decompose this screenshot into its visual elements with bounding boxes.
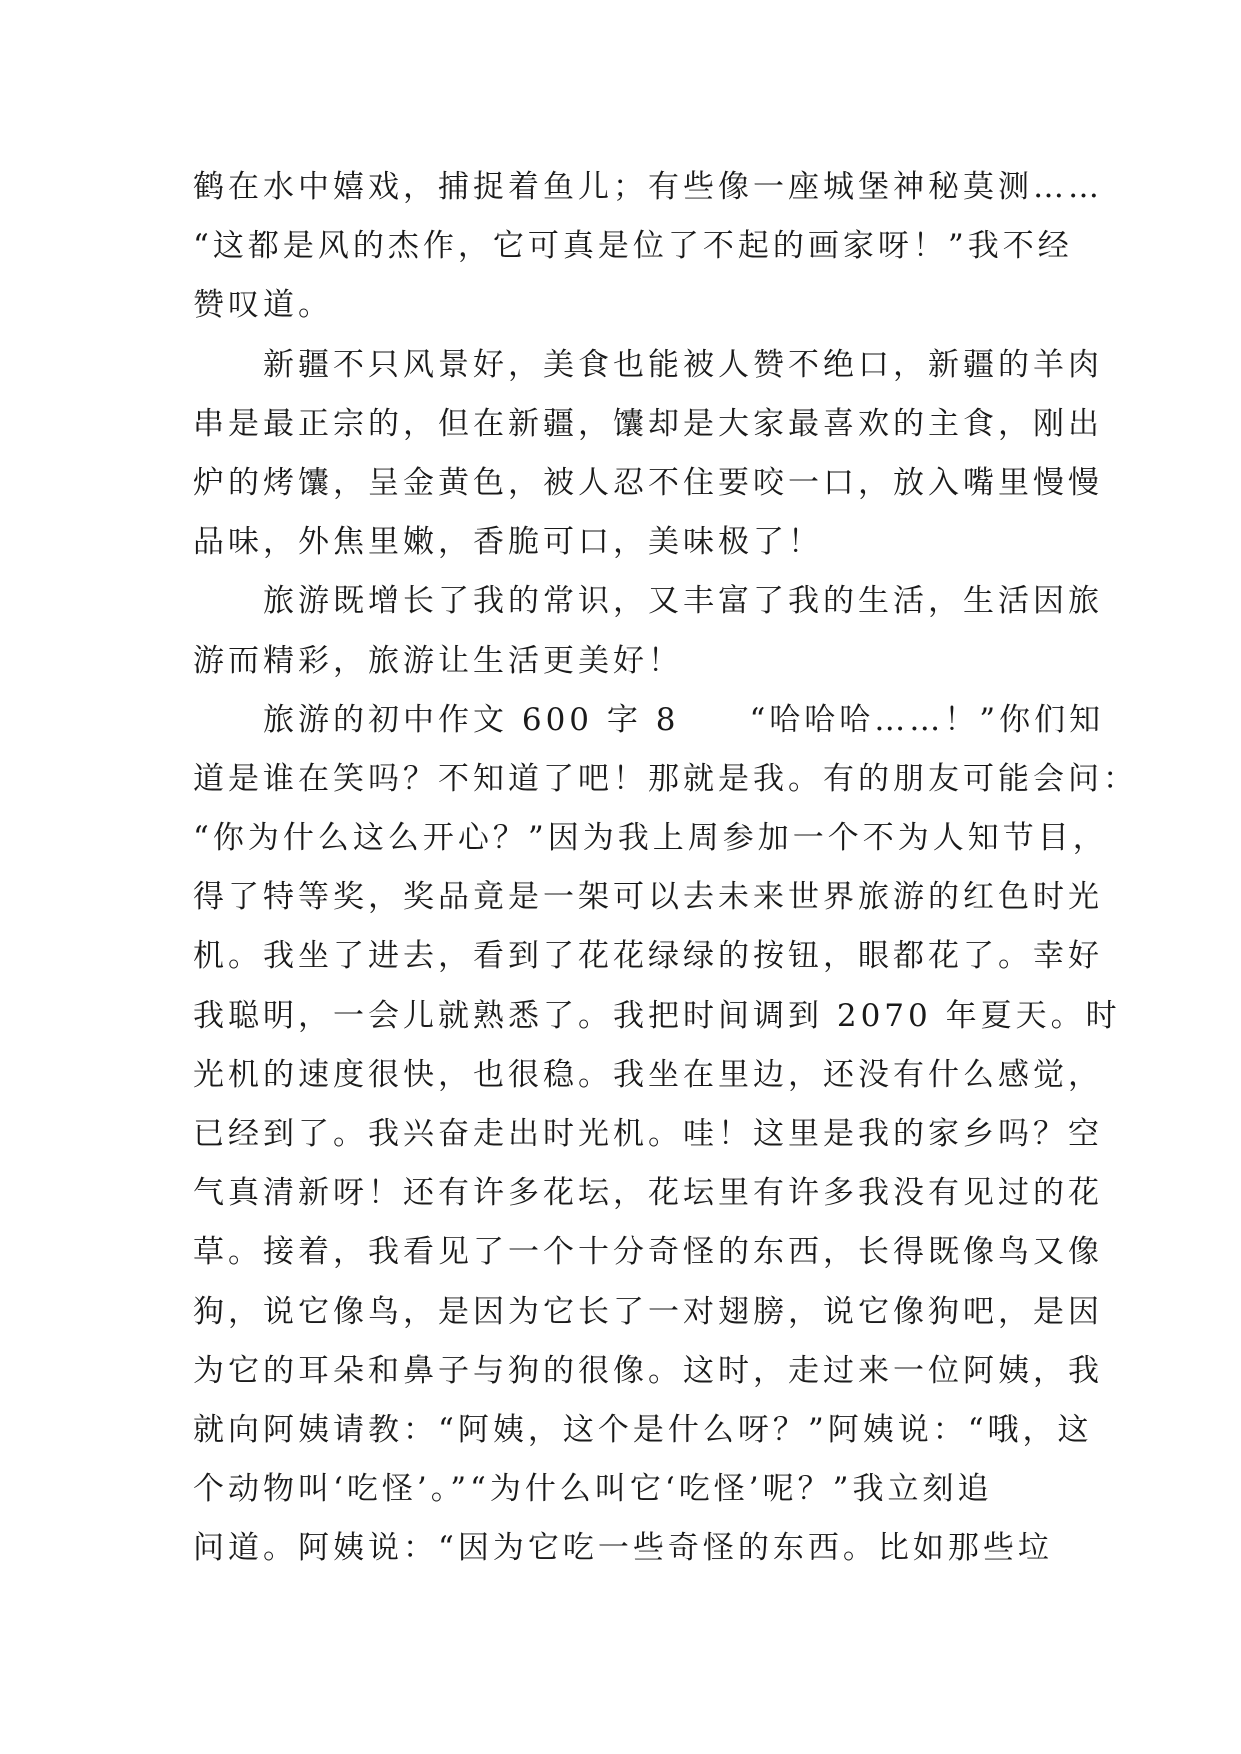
text-line: “你为什么这么开心？”因为我上周参加一个不为人知节目， xyxy=(193,820,1108,857)
text-line: 新疆不只风景好，美食也能被人赞不绝口，新疆的羊肉 xyxy=(193,346,1103,383)
text-line: 品味，外焦里嫩，香脆可口，美味极了！ xyxy=(193,524,823,561)
text-line: 游而精彩，旅游让生活更美好！ xyxy=(193,642,683,679)
text-line: 气真清新呀！还有许多花坛，花坛里有许多我没有见过的花 xyxy=(193,1175,1103,1212)
text-line: 狗，说它像鸟，是因为它长了一对翅膀，说它像狗吧，是因 xyxy=(193,1293,1103,1330)
text-line: 鹤在水中嬉戏，捕捉着鱼儿；有些像一座城堡神秘莫测…… xyxy=(193,169,1103,205)
text-line: 机。我坐了进去，看到了花花绿绿的按钮，眼都花了。幸好 xyxy=(193,938,1103,975)
text-line: 个动物叫‘吃怪’。”“为什么叫它‘吃怪’呢？”我立刻追 xyxy=(193,1471,993,1508)
text-line: 为它的耳朵和鼻子与狗的很像。这时，走过来一位阿姨，我 xyxy=(193,1352,1103,1389)
text-line: 就向阿姨请教：“阿姨，这个是什么呀？”阿姨说：“哦，这 xyxy=(193,1411,1093,1448)
text-line: “这都是风的杰作，它可真是位了不起的画家呀！”我不经 xyxy=(193,228,1073,265)
text-line: 旅游既增长了我的常识，又丰富了我的生活，生活因旅 xyxy=(193,583,1103,620)
text-line: 串是最正宗的，但在新疆，馕却是大家最喜欢的主食，刚出 xyxy=(193,405,1103,442)
text-line: 赞叹道。 xyxy=(193,287,333,324)
text-line: 旅游的初中作文 600 字 8 “哈哈哈……！”你们知 xyxy=(193,701,1105,738)
text-line: 得了特等奖，奖品竟是一架可以去未来世界旅游的红色时光 xyxy=(193,879,1103,916)
text-line: 光机的速度很快，也很稳。我坐在里边，还没有什么感觉， xyxy=(193,1056,1103,1093)
text-line: 我聪明，一会儿就熟悉了。我把时间调到 2070 年夏天。时 xyxy=(193,997,1121,1034)
text-line: 草。接着，我看见了一个十分奇怪的东西，长得既像鸟又像 xyxy=(193,1234,1103,1271)
text-line: 问道。阿姨说：“因为它吃一些奇怪的东西。比如那些垃 xyxy=(193,1530,1053,1567)
text-line: 道是谁在笑吗？不知道了吧！那就是我。有的朋友可能会问： xyxy=(193,760,1138,797)
essay-text xyxy=(193,158,1138,1579)
text-line: 炉的烤馕，呈金黄色，被人忍不住要咬一口，放入嘴里慢慢 xyxy=(193,464,1103,501)
text-line: 已经到了。我兴奋走出时光机。哇！这里是我的家乡吗？空 xyxy=(193,1116,1103,1152)
